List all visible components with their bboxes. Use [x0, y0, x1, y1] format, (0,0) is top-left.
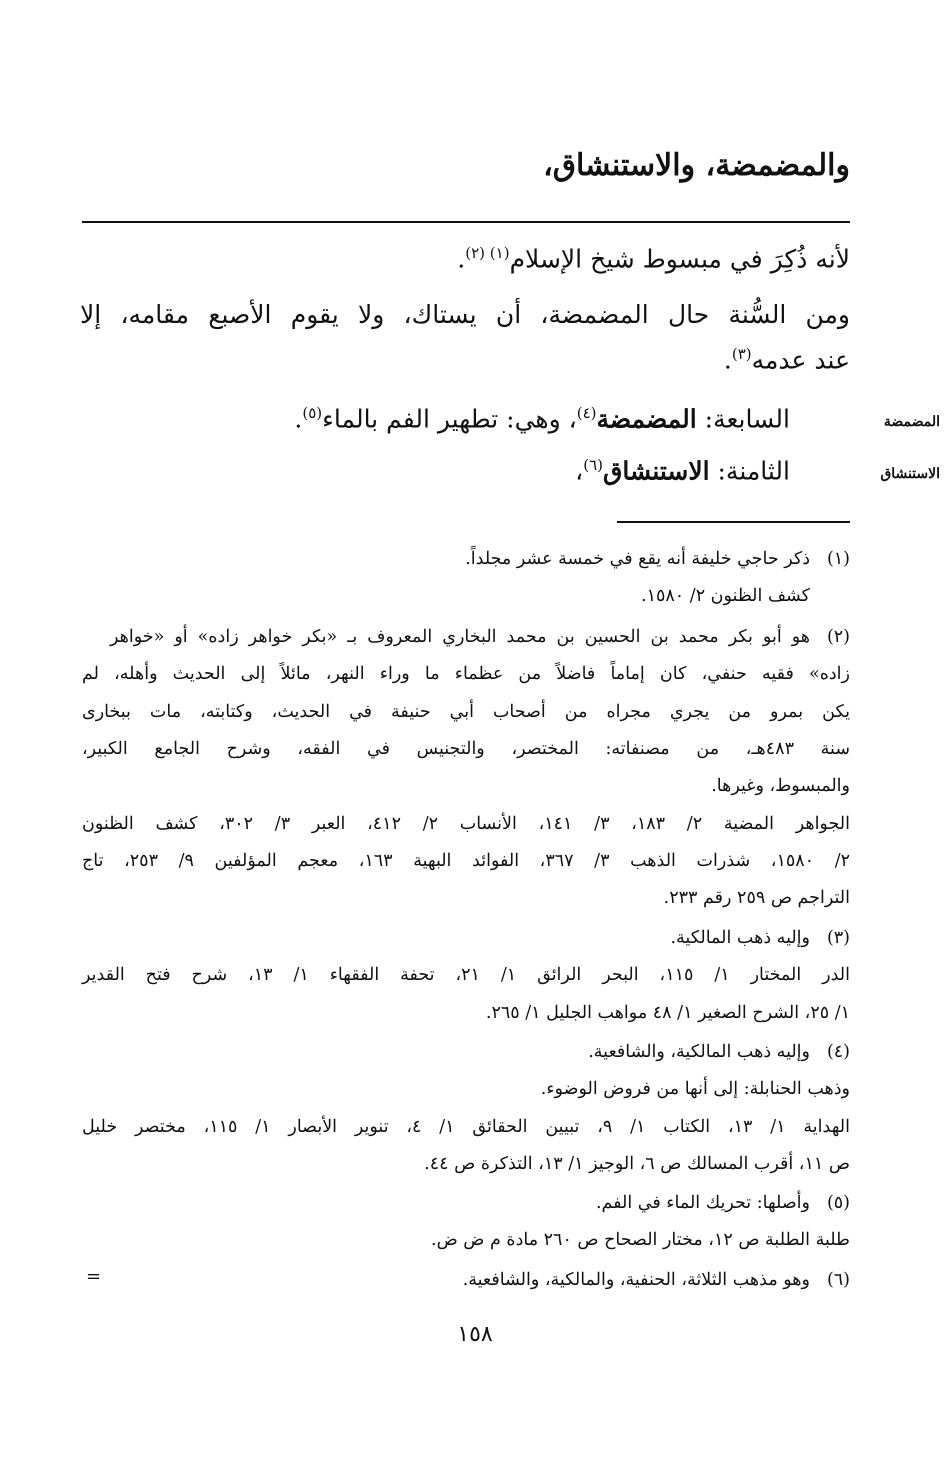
punctuation: . — [457, 244, 466, 274]
footnote-4-line-2: وذهب الحنابلة: إلى أنها من فروض الوضوء. — [540, 1079, 850, 1099]
footnote-ref: (١) (٢) — [465, 244, 510, 262]
footnote-number: (٢) — [826, 627, 850, 647]
footnote-5-line-2: طلبة الطلبة ص ١٢، مختار الصحاح ص ٢٦٠ مادة م ض ض. — [431, 1230, 850, 1250]
body-line-5 — [90, 456, 790, 485]
footnote-ref: (٣) — [731, 345, 752, 363]
footnote-ref: (٤) — [576, 404, 597, 422]
body-line-3-text: عند عدمه — [751, 345, 850, 375]
continuation-mark: = — [86, 1266, 102, 1287]
footnote-5-line-1: وأصلها: تحريك الماء في الفم. — [595, 1193, 810, 1213]
punctuation: . — [294, 404, 303, 434]
footnote-2-line-4: سنة ٤٨٣هـ، من مصنفاته: المختصر، والتجنيس في الفقه، وشرح الجامع الكبير، — [82, 739, 851, 759]
footnote-number: (٤) — [826, 1042, 850, 1062]
page-header: والمضمضة، والاستنشاق، — [543, 148, 850, 183]
footnote-ref: (٦) — [583, 456, 603, 474]
footnote-2-line-2: زاده» فقيه حنفي، كان إماماً فاضلاً من عظماء ما وراء النهر، مائلاً إلى الحديث وأهله، لم — [82, 664, 850, 684]
punctuation: ، — [575, 456, 584, 486]
footnote-4-refs-2: ص ١١، أقرب المسالك ص ٦، الوجيز ١/ ١٣، التذكرة ص ٤٤. — [424, 1154, 850, 1174]
footnote-1-line-1: ذكر حاجي خليفة أنه يقع في خمسة عشر مجلداً. — [465, 549, 810, 569]
ordinal-label: السابعة: — [696, 404, 790, 434]
margin-note-madmada: المضمضة — [883, 414, 940, 430]
body-line-2: ومن السُّنة حال المضمضة، أن يستاك، ولا يقوم الأصبع مقامه، إلا — [80, 300, 850, 329]
footnote-2-line-3: يكن بمرو من يجري مجراه من أصحاب أبي حنيفة في الحديث، وكتابته، مات ببخارى — [82, 702, 850, 722]
term-istinshaq: الاستنشاق — [603, 456, 710, 486]
footnote-number: (٦) — [826, 1270, 850, 1290]
footnote-6-line-1: وهو مذهب الثلاثة، الحنفية، والمالكية، والشافعية. — [462, 1270, 810, 1290]
body-line-1 — [80, 244, 850, 273]
body-line-4 — [90, 404, 790, 433]
definition-text: ، وهي: تطهير الفم بالماء — [322, 404, 577, 434]
ordinal-label: الثامنة: — [709, 456, 790, 486]
term-madmada: المضمضة — [596, 404, 697, 434]
footnote-4-refs-1: الهداية ١/ ١٣، الكتاب ١/ ٩، تبيين الحقائق ١/ ٤، تنوير الأبصار ١/ ١١٥، مختصر خليل — [82, 1117, 850, 1137]
footnote-2-refs-2: ٢/ ١٥٨٠، شذرات الذهب ٣/ ٣٦٧، الفوائد البهية ١٦٣، معجم المؤلفين ٩/ ٢٥٣، تاج — [82, 851, 851, 871]
footnote-1-line-2: كشف الظنون ٢/ ١٥٨٠. — [641, 586, 810, 606]
footnote-number: (٥) — [826, 1193, 850, 1213]
page-number: ١٥٨ — [457, 1322, 493, 1347]
footnote-number: (١) — [826, 549, 850, 569]
footnote-3-refs-1: الدر المختار ١/ ١١٥، البحر الرائق ١/ ٢١، تحفة الفقهاء ١/ ١٣، شرح فتح القدير — [82, 965, 850, 985]
footnote-number: (٣) — [826, 928, 850, 948]
footnote-rule — [617, 521, 850, 523]
punctuation: . — [723, 345, 732, 375]
footnote-2-refs-3: التراجم ص ٢٥٩ رقم ٢٣٣. — [663, 888, 850, 908]
footnote-2-refs-1: الجواهر المضية ٢/ ١٨٣، ٣/ ١٤١، الأنساب ٢/ ٤١٢، العبر ٣/ ٣٠٢، كشف الظنون — [82, 814, 850, 834]
footnote-2-line-1: هو أبو بكر محمد بن الحسين بن محمد البخاري المعروف بـ «بكر خواهر زاده» أو «خواهر — [110, 627, 810, 647]
footnote-2-line-5: والمبسوط، وغيرها. — [711, 776, 850, 796]
body-line-3 — [80, 345, 850, 374]
footnote-4-line-1: وإليه ذهب المالكية، والشافعية. — [588, 1042, 810, 1062]
body-line-1-text: لأنه ذُكِرَ في مبسوط شيخ الإسلام — [509, 244, 850, 274]
header-rule — [82, 221, 850, 223]
margin-note-istinshaq: الاستنشاق — [880, 466, 940, 482]
footnote-ref: (٥) — [302, 404, 323, 422]
footnote-3-line-1: وإليه ذهب المالكية. — [670, 928, 810, 948]
footnote-3-refs-2: ١/ ٢٥، الشرح الصغير ١/ ٤٨ مواهب الجليل ١/ ٢٦٥. — [485, 1003, 850, 1023]
